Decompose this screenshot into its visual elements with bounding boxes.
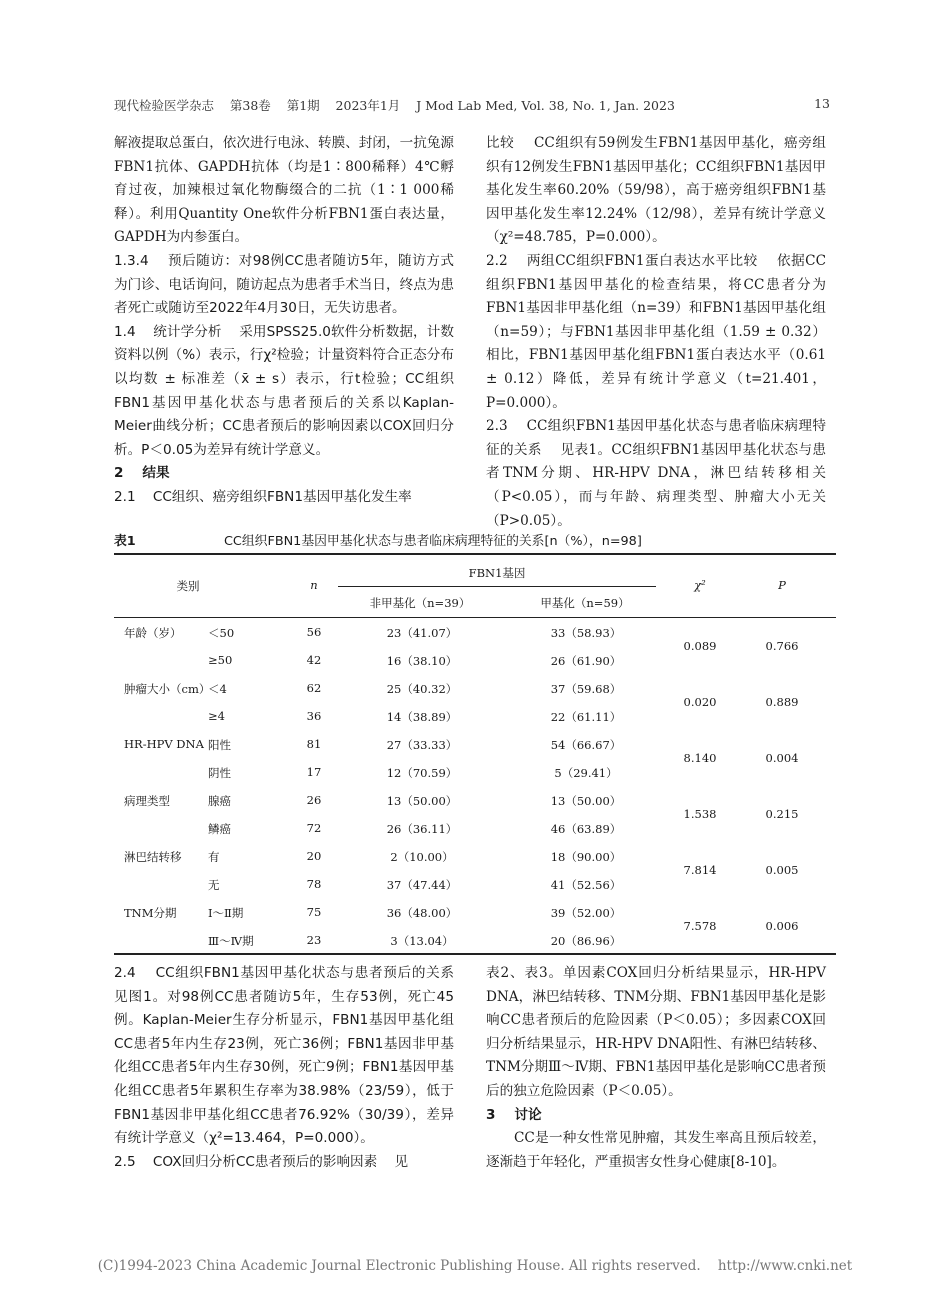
table-n-value: 72 (306, 821, 322, 835)
table-non-methylated-value: 37（47.44） (386, 878, 458, 892)
table-subcategory: 无 (208, 878, 220, 892)
right-column-bottom (486, 962, 826, 1174)
table-methylated-value: 54（66.67） (550, 738, 622, 752)
table-subcategory: ≥50 (208, 653, 233, 667)
table-chi2-value: 8.140 (683, 751, 717, 765)
table-n-value: 75 (306, 905, 322, 919)
table-title: CC组织FBN1基因甲基化状态与患者临床病理特征的关系[n（%），n=98] (224, 534, 642, 549)
table-non-methylated-value: 12（70.59） (386, 766, 458, 780)
paragraph-statistics: 1.4 统计学分析 采用SPSS25.0软件分析数据，计数资料以例（%）表示，行χ²检验；计量资料符合正态分布以均数 ± 标准差（x̄ ± s）表示，行t检验；CC组织FBN1基因甲基化状态与患者预后的关系以Kaplan-Meier曲线分析；CC患者预后的影响因素以COX回归分析。P＜0.05为差异有统计学意义。 (114, 323, 454, 458)
paragraph-2-2: 2.2 两组CC组织FBN1蛋白表达水平比较 依据CC组织FBN1基因甲基化的检查结果，将CC患者分为FBN1基因非甲基化组（n=39）和FBN1基因甲基化组（n=59）；与FBN1基因非甲基化组（1.59 ± 0.32）相比，FBN1基因甲基化组FBN1蛋白表达水平（0.61 ± 0.12）降低，差异有统计学意义（t=21.401，P=0.000）。 (486, 252, 831, 411)
table-subcategory: 鳞癌 (208, 822, 231, 836)
table-methylated-value: 26（61.90） (550, 654, 622, 668)
table-methylated-value: 13（50.00） (550, 794, 622, 808)
table-subcategory: 阴性 (208, 766, 231, 780)
table-methylated-value: 46（63.89） (550, 822, 622, 836)
table-top-rule (114, 553, 836, 555)
table-n-value: 36 (306, 709, 322, 723)
table-group-rule (338, 586, 656, 587)
table-group-label: TNM分期 (124, 906, 177, 920)
header-category: 类别 (176, 579, 200, 593)
table-non-methylated-value: 23（41.07） (386, 626, 458, 640)
journal-header: 现代检验医学杂志 第38卷 第1期 2023年1月 J Mod Lab Med, Vol. 38, No. 1, Jan. 2023 (114, 98, 675, 113)
right-column-top (486, 132, 831, 533)
heading-2-5: 2.5 COX回归分析CC患者预后的影响因素 见 (114, 1153, 409, 1170)
table-p-value: 0.889 (765, 695, 799, 709)
running-header (114, 96, 836, 114)
paragraph-followup: 1.3.4 预后随访：对98例CC患者随访5年，随访方式为门诊、电话询问，随访起点为患者手术当日，终点为患者死亡或随访至2022年4月30日，无失访患者。 (114, 252, 454, 317)
table-subcategory: ＜4 (208, 682, 227, 696)
table-methylated-value: 18（90.00） (550, 850, 622, 864)
header-non-methylated: 非甲基化（n=39） (369, 596, 471, 610)
header-n: n (310, 578, 318, 592)
paragraph-2-3: 2.3 CC组织FBN1基因甲基化状态与患者临床病理特征的关系 见表1。CC组织FBN1基因甲基化状态与患者TNM分期、HR-HPV DNA，淋巴结转移相关（P<0.05），而与年龄、病理类型、肿瘤大小无关（P>0.05）。 (486, 418, 826, 529)
table-non-methylated-value: 3（13.04） (390, 934, 454, 948)
heading-2-1: 2.1 CC组织、癌旁组织FBN1基因甲基化发生率 (114, 488, 412, 505)
table-group-label: HR-HPV DNA (124, 737, 204, 751)
table-p-value: 0.004 (765, 751, 799, 765)
table-p-value: 0.005 (765, 863, 799, 877)
left-column-bottom (114, 962, 472, 1174)
header-chi2: χ² (694, 578, 706, 592)
header-p: P (778, 578, 786, 592)
table-methylated-value: 37（59.68） (550, 682, 622, 696)
table-n-value: 23 (306, 933, 322, 947)
table-p-value: 0.766 (765, 639, 799, 653)
table-n-value: 42 (306, 653, 322, 667)
table-non-methylated-value: 27（33.33） (386, 738, 458, 752)
table-non-methylated-value: 36（48.00） (386, 906, 458, 920)
table-n-value: 26 (306, 793, 322, 807)
table-group-label: 肿瘤大小（cm） (124, 682, 211, 696)
table-non-methylated-value: 14（38.89） (386, 710, 458, 724)
section-heading-results: 2 结果 (114, 465, 170, 482)
table-subcategory: Ⅰ～Ⅱ期 (208, 906, 244, 920)
table-methylated-value: 39（52.00） (550, 906, 622, 920)
page-number: 13 (814, 96, 830, 111)
table-non-methylated-value: 16（38.10） (386, 654, 458, 668)
table-header-rule (114, 617, 836, 618)
table-subcategory: 有 (208, 850, 220, 864)
table-non-methylated-value: 13（50.00） (386, 794, 458, 808)
table-group-label: 淋巴结转移 (124, 850, 182, 864)
table-subcategory: ≥4 (208, 709, 225, 723)
table-chi2-value: 0.020 (683, 695, 717, 709)
table-n-value: 78 (306, 877, 322, 891)
table-chi2-value: 7.578 (683, 919, 717, 933)
table-chi2-value: 1.538 (683, 807, 717, 821)
paragraph-2-5-cont: 表2、表3。单因素COX回归分析结果显示，HR-HPV DNA，淋巴结转移、TNM分期、FBN1基因甲基化是影响CC患者预后的危险因素（P＜0.05）；多因素COX回归分析结果显示，HR-HPV DNA阳性、有淋巴结转移、TNM分期Ⅲ～Ⅳ期、FBN1基因甲基化是影响CC患者预后的独立危险因素（P＜0.05）。 (486, 965, 826, 1099)
table-subcategory: 阳性 (208, 738, 231, 752)
paragraph-2-1-cont: 比较 CC组织有59例发生FBN1基因甲基化，癌旁组织有12例发生FBN1基因甲基化；CC组织FBN1基因甲基化发生率60.20%（59/98），高于癌旁组织FBN1基因甲基化发生率12.24%（12/98），差异有统计学意义（χ²=48.785，P=0.000）。 (486, 135, 826, 246)
table-chi2-value: 0.089 (683, 639, 717, 653)
paragraph-protein-extraction: 解液提取总蛋白，依次进行电泳、转膜、封闭，一抗兔源FBN1抗体、GAPDH抗体（均是1∶800稀释）4℃孵育过夜，加辣根过氧化物酶缀合的二抗（1∶1 000稀释）。利用Quantity One软件分析FBN1蛋白表达量，GAPDH为内参蛋白。 (114, 135, 454, 246)
copyright-footer: (C)1994-2023 China Academic Journal Electronic Publishing House. All rights reserved. http://www.cnki.net (97, 1258, 853, 1274)
section-heading-discussion: 3 讨论 (486, 1106, 542, 1123)
table-bottom-rule (114, 953, 836, 955)
table-n-value: 20 (306, 849, 322, 863)
table-methylated-value: 41（52.56） (550, 878, 622, 892)
table-methylated-value: 33（58.93） (550, 626, 622, 640)
left-column-top (114, 132, 454, 510)
table-group-label: 年龄（岁） (124, 626, 182, 640)
table-n-value: 81 (306, 737, 322, 751)
table-chi2-value: 7.814 (683, 863, 717, 877)
table-label: 表1 (114, 534, 136, 549)
table-p-value: 0.215 (765, 807, 799, 821)
paragraph-discussion: CC是一种女性常见肿瘤，其发生率高且预后较差，逐渐趋于年轻化，严重损害女性身心健康[8-10]。 (486, 1130, 826, 1170)
table-subcategory: 腺癌 (208, 794, 231, 808)
table-subcategory: Ⅲ～Ⅳ期 (208, 934, 254, 948)
paragraph-2-4: 2.4 CC组织FBN1基因甲基化状态与患者预后的关系 见图1。对98例CC患者随访5年，生存53例，死亡45例。Kaplan-Meier生存分析显示，FBN1基因甲基化组CC患者5年内生存23例，死亡36例；FBN1基因非甲基化组CC患者5年内生存30例，死亡9例；FBN1基因甲基化组CC患者5年累积生存率为38.98%（23/59），低于FBN1基因非甲基化组CC患者76.92%（30/39），差异有统计学意义（χ²=13.464，P=0.000）。 (114, 965, 472, 1147)
table-caption (114, 530, 836, 549)
table-p-value: 0.006 (765, 919, 799, 933)
table-non-methylated-value: 25（40.32） (386, 682, 458, 696)
table-n-value: 62 (306, 681, 322, 695)
table-methylated-value: 5（29.41） (554, 766, 618, 780)
table-n-value: 17 (306, 765, 322, 779)
table-non-methylated-value: 2（10.00） (390, 850, 454, 864)
header-fbn1-gene: FBN1基因 (468, 566, 526, 580)
table-methylated-value: 22（61.11） (550, 710, 622, 724)
table-group-label: 病理类型 (124, 794, 170, 808)
table-n-value: 56 (306, 625, 322, 639)
table-subcategory: ＜50 (208, 626, 235, 640)
table-methylated-value: 20（86.96） (550, 934, 622, 948)
table-non-methylated-value: 26（36.11） (386, 822, 458, 836)
header-methylated: 甲基化（n=59） (540, 596, 630, 610)
